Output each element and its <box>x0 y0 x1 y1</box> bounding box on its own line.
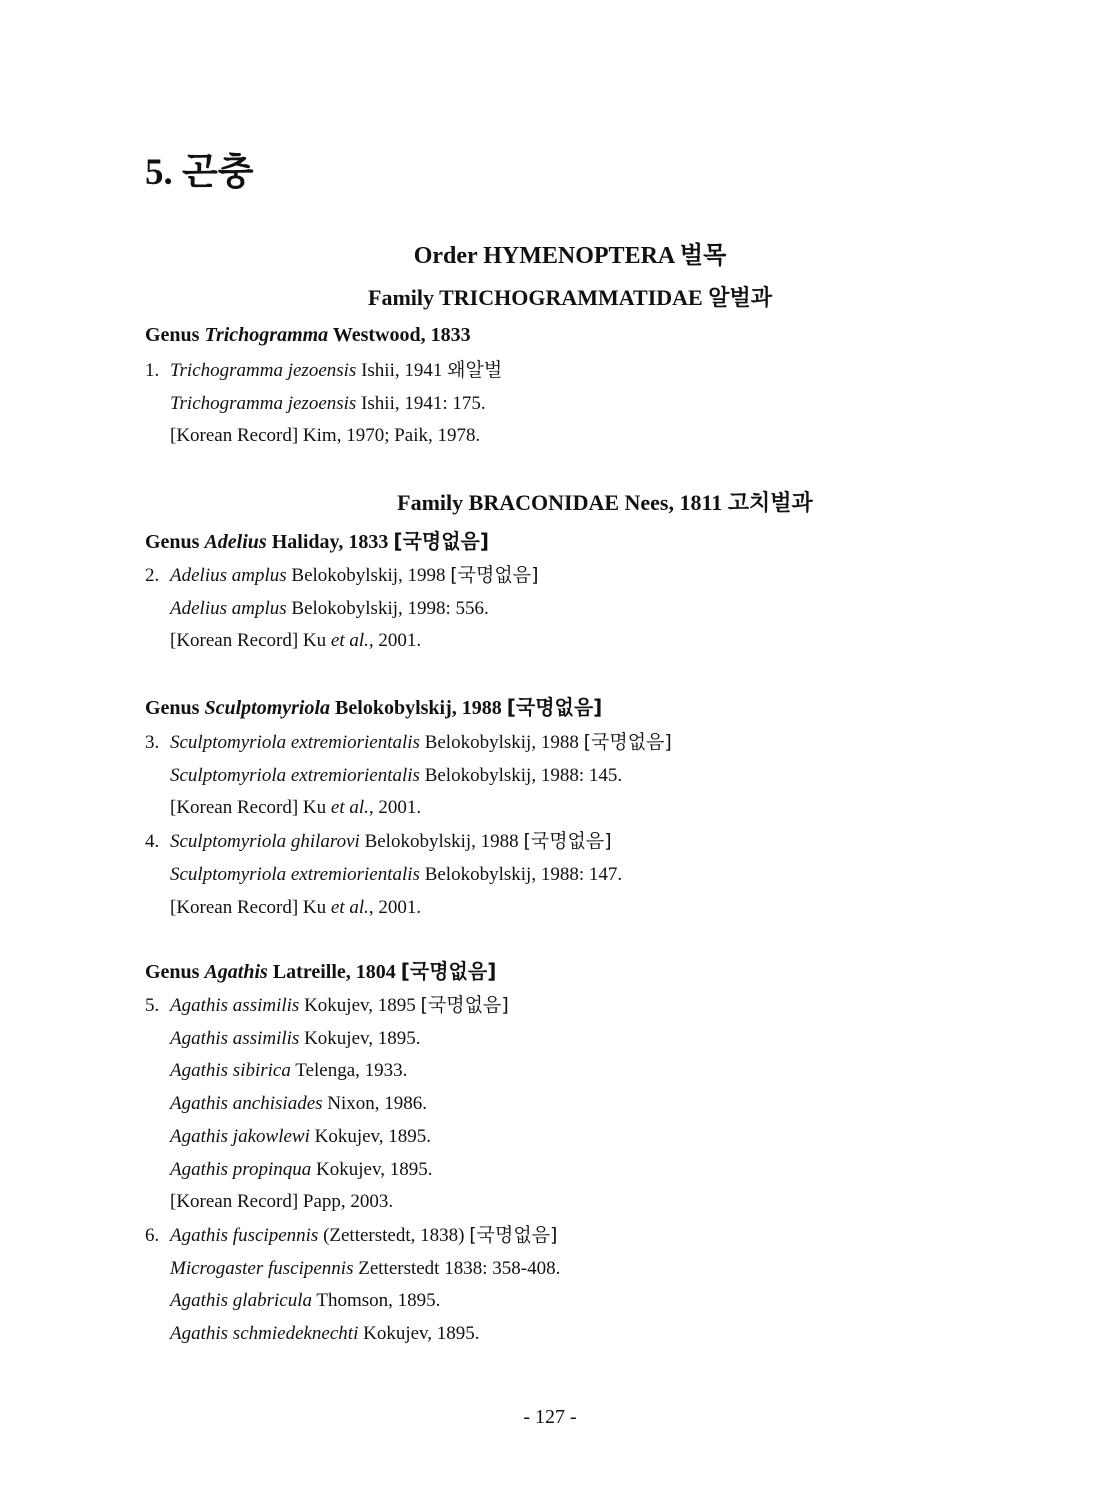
synonym-citation: Belokobylskij, 1988: 147. <box>424 863 623 885</box>
korean-record-etal: et al. <box>330 896 369 918</box>
synonym-line <box>145 1088 560 1121</box>
genus-prefix: Genus <box>145 531 200 553</box>
synonym-citation: Zetterstedt 1838: 358-408. <box>358 1257 561 1279</box>
species-name: Sculptomyriola extremiorientalis <box>170 732 420 753</box>
family-prefix: Family <box>368 285 435 310</box>
order-prefix: Order <box>413 243 478 269</box>
species-number: 6. <box>145 1224 160 1246</box>
species-entry-5-6 <box>145 989 560 1351</box>
korean-record: [Korean Record] Kim, 1970; Paik, 1978. <box>170 425 481 447</box>
korean-record-etal: et al., <box>330 630 374 652</box>
korean-record-line <box>145 1186 560 1219</box>
genus-name: Trichogramma <box>204 324 329 346</box>
synonym-name: Adelius amplus <box>170 597 287 619</box>
synonym-citation: Kokujev, 1895. <box>304 1027 421 1049</box>
korean-record-line <box>145 892 672 925</box>
synonym-citation: Thomson, 1895. <box>316 1290 441 1312</box>
synonym-name: Sculptomyriola extremiorientalis <box>170 863 420 885</box>
synonym-line <box>145 593 539 626</box>
korean-record-year: , 2001. <box>368 797 422 819</box>
species-korean-name: [국명없음] <box>469 1223 558 1246</box>
species-line <box>145 726 672 760</box>
korean-record-prefix: [Korean Record] Ku <box>170 630 327 652</box>
synonym-name: Sculptomyriola extremiorientalis <box>170 764 420 786</box>
order-korean-name: 벌목 <box>679 241 727 269</box>
species-line <box>145 825 672 859</box>
synonym-name: Microgaster fuscipennis <box>170 1257 354 1279</box>
korean-record-prefix: [Korean Record] Ku <box>170 896 327 918</box>
genus-prefix: Genus <box>145 961 200 983</box>
synonym-name: Agathis anchisiades <box>170 1093 323 1115</box>
species-korean-name: 왜알벌 <box>447 359 503 381</box>
korean-record-line <box>145 792 672 825</box>
genus-heading-trichogramma <box>145 320 471 350</box>
species-name: Sculptomyriola ghilarovi <box>170 831 360 853</box>
genus-author: Belokobylskij, 1988 <box>335 697 502 719</box>
order-heading <box>0 238 1100 273</box>
species-entry-2 <box>145 559 539 658</box>
synonym-citation: Kokujev, 1895. <box>363 1323 480 1345</box>
korean-record-year: 2001. <box>378 630 422 652</box>
species-author: (Zetterstedt, 1838) <box>323 1224 465 1246</box>
species-author: Belokobylskij, 1998 <box>291 565 446 586</box>
synonym-line <box>145 1055 560 1088</box>
synonym-name: Agathis jakowlewi <box>170 1125 310 1147</box>
synonym-citation: Nixon, 1986. <box>327 1093 428 1115</box>
page-number: - 127 - <box>523 1406 577 1428</box>
synonym-citation: Belokobylskij, 1988: 145. <box>424 764 623 786</box>
species-number: 2. <box>145 565 160 586</box>
korean-record-prefix: [Korean Record] Ku <box>170 797 327 819</box>
genus-prefix: Genus <box>145 697 200 719</box>
species-korean-name: [국명없음] <box>583 731 672 753</box>
species-korean-name: [국명없음] <box>450 564 539 586</box>
species-author: Belokobylskij, 1988 <box>364 831 519 853</box>
species-name: Trichogramma jezoensis <box>170 360 357 381</box>
family-prefix: Family <box>397 490 464 515</box>
korean-record: [Korean Record] Papp, 2003. <box>170 1191 394 1213</box>
order-name: HYMENOPTERA <box>483 243 674 269</box>
synonym-line <box>145 388 502 421</box>
family-korean-name: 고치벌과 <box>727 491 813 516</box>
species-number: 1. <box>145 360 160 381</box>
korean-record-line <box>145 625 539 658</box>
synonym-line <box>145 859 672 892</box>
korean-record-line <box>145 420 502 453</box>
korean-record-etal: et al. <box>330 797 369 819</box>
section-name: 곤충 <box>182 150 254 193</box>
synonym-line <box>145 1318 560 1351</box>
species-korean-name: [국명없음] <box>523 830 612 853</box>
genus-name: Agathis <box>204 961 268 983</box>
species-line <box>145 354 502 388</box>
genus-author: Westwood, 1833 <box>332 324 471 346</box>
species-korean-name: [국명없음] <box>420 994 509 1016</box>
species-name: Agathis fuscipennis <box>170 1224 319 1246</box>
synonym-line <box>145 1154 560 1187</box>
synonym-citation: Kokujev, 1895. <box>314 1125 432 1147</box>
synonym-line <box>145 1121 560 1154</box>
genus-korean-name: [국명없음] <box>400 959 497 983</box>
species-name: Agathis assimilis <box>170 995 300 1016</box>
species-number: 4. <box>145 831 160 853</box>
family-name: BRACONIDAE Nees, 1811 <box>468 490 723 515</box>
species-entry-1 <box>145 354 502 453</box>
synonym-line <box>145 1023 560 1056</box>
synonym-line <box>145 760 672 793</box>
synonym-line <box>145 1285 560 1318</box>
synonym-citation: Belokobylskij, 1998: 556. <box>291 597 489 619</box>
synonym-name: Agathis propinqua <box>170 1158 312 1180</box>
section-number: 5. <box>145 152 173 193</box>
family-name: TRICHOGRAMMATIDAE <box>439 285 703 310</box>
genus-name: Adelius <box>204 531 267 553</box>
korean-record-year: , 2001. <box>368 896 422 918</box>
species-author: Ishii, 1941 <box>361 360 443 381</box>
genus-korean-name: [국명없음] <box>506 695 603 719</box>
section-title <box>145 146 253 199</box>
synonym-name: Agathis sibirica <box>170 1060 291 1082</box>
genus-heading-adelius <box>145 526 489 557</box>
synonym-citation: Kokujev, 1895. <box>316 1158 433 1180</box>
species-name: Adelius amplus <box>170 565 287 586</box>
genus-heading-agathis <box>145 956 496 987</box>
species-author: Kokujev, 1895 <box>304 995 416 1016</box>
synonym-citation: Telenga, 1933. <box>295 1060 408 1082</box>
species-author: Belokobylskij, 1988 <box>424 732 579 753</box>
genus-prefix: Genus <box>145 324 200 346</box>
genus-author: Haliday, 1833 <box>271 531 389 553</box>
species-line <box>145 1219 560 1253</box>
synonym-name: Agathis schmiedeknechti <box>170 1323 359 1345</box>
genus-heading-sculptomyriola <box>145 692 602 723</box>
synonym-citation: Ishii, 1941: 175. <box>361 392 486 414</box>
species-line <box>145 989 560 1023</box>
synonym-name: Trichogramma jezoensis <box>170 392 357 414</box>
family-heading-braconidae <box>0 487 1100 520</box>
genus-name: Sculptomyriola <box>204 697 331 719</box>
species-entry-3 <box>145 726 672 924</box>
synonym-name: Agathis assimilis <box>170 1027 300 1049</box>
genus-korean-name: [국명없음] <box>393 529 489 553</box>
species-line <box>145 559 539 593</box>
species-number: 5. <box>145 995 160 1016</box>
synonym-line <box>145 1253 560 1286</box>
species-number: 3. <box>145 732 160 753</box>
family-heading-trichogrammatidae <box>0 282 1100 315</box>
genus-author: Latreille, 1804 <box>272 961 396 983</box>
synonym-name: Agathis glabricula <box>170 1290 312 1312</box>
family-korean-name: 알벌과 <box>708 286 772 311</box>
